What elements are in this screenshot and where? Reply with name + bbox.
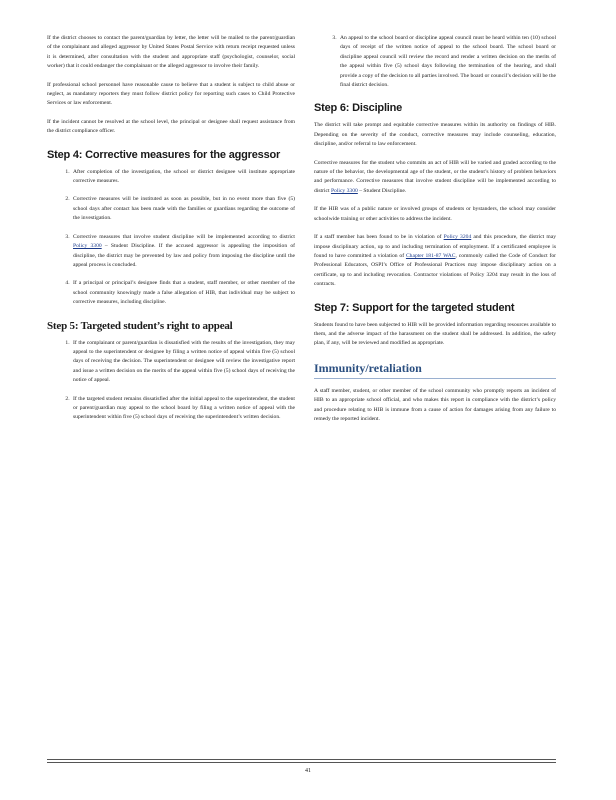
- step6-paragraph-2: [314, 159, 556, 197]
- step6-paragraph-4-text-mid: and this procedure, the district may impose disciplinary action, up to and including termination of employment. If a certificated employee is found to have committed a violation of: [314, 234, 556, 259]
- wac-181-87-link[interactable]: Chapter 181-87 WAC: [405, 252, 456, 259]
- left-column: [47, 34, 295, 432]
- immunity-paragraph: A staff member, student, or other member of the school community who promptly reports an incident of HIB to an appropriate school official, and who makes this report in compliance with the district’s policy and procedure relating to HIB is immune from a cause of action for damages arising from any failure to remedy the reported incident.: [314, 387, 556, 422]
- policy-3204-link[interactable]: Policy 3204: [443, 234, 472, 241]
- paragraph-letter-notification: If the district chooses to contact the parent/guardian by letter, the letter will be mailed to the parent/guardian of the complainant and alleged aggressor by United States Postal Service with return receipt requested unless it is determined, after consultation with the student and appropriate staff (psychologist, counselor, social worker) that it could endanger the complainant or the alleged aggressor to involve their family.: [47, 35, 295, 70]
- step5-item-2: 2. If the targeted student remains dissatisfied after the initial appeal to the superintendent, the student or parent/guardian may appeal to the school board by filing a written notice of appeal with the superintendent within five (5) school days of receiving the superintendent’s written decision.: [71, 395, 295, 423]
- step4-item-1: 1. After completion of the investigation, the school or district designee will institute appropriate corrective measures.: [71, 168, 295, 187]
- step4-item-3: [71, 233, 295, 271]
- step6-heading: Step 6: Discipline: [314, 102, 403, 115]
- paragraph-compliance-assistance: If the incident cannot be resolved at the school level, the principal or designee shall request assistance from the district compliance officer.: [47, 118, 295, 135]
- policy-3300-link[interactable]: Policy 3300: [330, 187, 358, 194]
- step4-list: [47, 168, 295, 308]
- step6-paragraph-1: The district will take prompt and equitable corrective measures within its authority on findings of HIB. Depending on the severity of the conduct, corrective measures may include counseling, education, discipline, and/or referral to law enforcement.: [314, 122, 556, 148]
- immunity-heading: Immunity/retaliation: [314, 361, 556, 379]
- step6-paragraph-4-text: If a staff member has been found to be in violation of: [314, 234, 444, 241]
- step5-list-continued: [314, 34, 556, 90]
- step6-paragraph-4: [314, 233, 556, 289]
- step6-paragraph-2-text-end: – Student Discipline.: [357, 187, 407, 194]
- step4-item-2: 2. Corrective measures will be instituted as soon as possible, but in no event more than five (5) school days after contact has been made with the families or guardians regarding the outcome of the investigation.: [71, 195, 295, 223]
- footer-divider-secondary: [47, 762, 556, 763]
- step4-heading: Step 4: Corrective measures for the aggressor: [47, 148, 281, 161]
- right-column: [314, 34, 556, 433]
- step6-paragraph-4-text-end: , commonly called the Code of Conduct for Professional Educators, OSPI’s Office of Professional Practices may impose disciplinary action on a certificate, up to and including revocation. Contractor violations of Policy 3204 may result in the loss of contracts.: [314, 252, 557, 288]
- step5-item-1: 1. If the complainant or parent/guardian is dissatisfied with the results of the investigation, they may appeal to the superintendent or designee by filing a written notice of appeal within five (5) school days of receiving the decision. The superintendent or designee will review the investigative report and issue a written decision on the merits of the appeal within five (5) school days of receiving the notice of appeal.: [71, 339, 295, 386]
- step6-paragraph-3: If the HIB was of a public nature or involved groups of students or bystanders, the school may consider schoolwide training or other activities to address the incident.: [314, 206, 556, 222]
- step5-list: [47, 339, 295, 423]
- step4-item-3-text-end: – Student Discipline. If the accused aggressor is appealing the imposition of discipline, the district may be prevented by law and policy from imposing the discipline until the appeal process is concluded.: [73, 243, 295, 268]
- footer-divider: [47, 759, 556, 760]
- step6-paragraph-2-text: Corrective measures for the student who commits an act of HIB will be varied and graded according to the nature of the behavior, the developmental age of the student, or the student’s history of problem behaviors and performance. Corrective measures that involve student discipline will be implemented according to district: [314, 159, 556, 194]
- step4-item-4: 4. If a principal or principal’s designee finds that a student, staff member, or other member of the school community knowingly made a false allegation of HIB, that individual may be subject to corrective measures, including discipline.: [71, 279, 295, 307]
- step4-item-3-text: Corrective measures that involve student discipline will be implemented according to district: [73, 233, 295, 240]
- step5-item-3: 3. An appeal to the school board or discipline appeal council must be heard within ten (10) school days of receipt of the written notice of appeal to the school board. The school board or discipline appeal council will review the record and render a written decision on the merits of the appeal within five (5) school days following the termination of the hearing, and shall provide a copy of the decision to all parties involved. The board or council’s decision will be the final district decision.: [338, 34, 556, 90]
- step5-heading: Step 5: Targeted student’s right to appeal: [47, 319, 233, 332]
- step7-paragraph: Students found to have been subjected to HIB will be provided information regarding resources available to them, and the adverse impact of the harassment on the student shall be addressed. In addition, the safety plan, if any, will be reviewed and modified as appropriate.: [314, 321, 556, 347]
- paragraph-mandatory-reporting: If professional school personnel have reasonable cause to believe that a student is subject to child abuse or neglect, as mandatory reporters they must follow district policy for reporting such cases to Child Protective Services or law enforcement.: [47, 81, 295, 107]
- page-number: 41: [305, 768, 311, 774]
- policy-3300-link[interactable]: Policy 3300: [73, 243, 102, 250]
- step7-heading: Step 7: Support for the targeted student: [314, 301, 515, 314]
